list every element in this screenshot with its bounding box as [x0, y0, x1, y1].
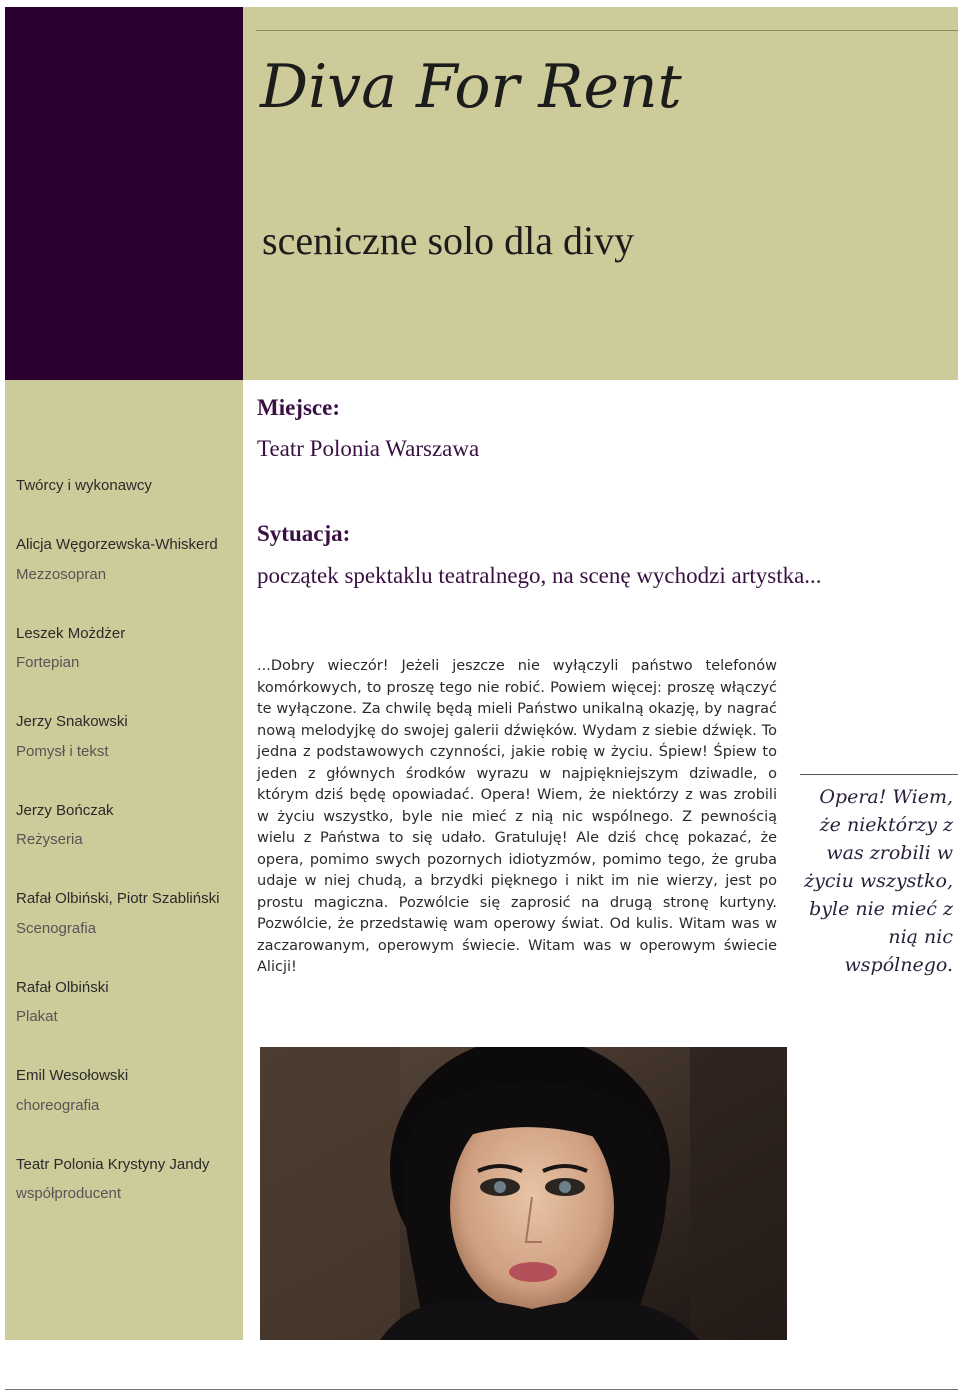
situation-label: Sytuacja: [257, 521, 351, 546]
credit-role: Scenografia [16, 920, 97, 937]
credit-role: Fortepian [16, 654, 80, 671]
credit-name: Teatr Polonia Krystyny Jandy [16, 1156, 210, 1173]
credit-name: Rafał Olbiński, Piotr Szabliński [16, 890, 220, 907]
place-value: Teatr Polonia Warszawa [257, 436, 480, 461]
credit-name: Jerzy Snakowski [16, 713, 128, 730]
footer-divider [5, 1389, 958, 1390]
header-divider [256, 30, 958, 31]
credit-role: Plakat [16, 1008, 58, 1025]
decorative-dark-block [5, 7, 243, 380]
credit-name: Rafał Olbiński [16, 979, 109, 996]
place-label: Miejsce: [257, 395, 340, 420]
page-subtitle: sceniczne solo dla divy [262, 218, 635, 263]
credit-name: Alicja Węgorzewska-Whiskerd [16, 536, 218, 553]
monologue-text: ...Dobry wieczór! Jeżeli jeszcze nie wyłączyli państwo telefonów komórkowych, to proszę tego nie robić. Powiem więcej: proszę włączyć te wyłączone. Za chwilę będą mieli Państwo unikalną okazję, by nagrać nową melodyjkę do swojej galerii dźwięków. Wydam z siebie dźwięk. To jedna z podstawowych czynności, jakie robię w życiu. Śpiew! Śpiew to jeden z głównych środków wyrazu w najpiękniejszym dziwadle, o którym dziś będę opowiadać. Opera! Wiem, że niektórzy z was zrobili w życiu wszystko, byle nie mieć z nią nic wspólnego. Z pewnością wielu z Państwa to się udało. Gratuluję! Ale dziś chcę pokazać, że opera, pomimo swych pozornych idiotyzmów, pomimo tego, że gruba udaje w niej chudą, a brzydki pięknego i nikt im nie wierzy, jest po prostu magiczna. Pozwólcie się zaprosić na drugą stronę kurtyny. Pozwólcie, że przedstawię wam operowy świat. Od kulis. Witam was w zaczarowanym, operowym świecie. Witam was w operowym świecie Alicji! [257, 658, 777, 975]
pull-quote: Opera! Wiem, że niektórzy z was zrobili w życiu wszystko, byle nie mieć z nią nic wspólnego. [804, 786, 953, 976]
credit-name: Emil Wesołowski [16, 1067, 129, 1084]
situation-value: początek spektaklu teatralnego, na scenę wychodzi artystka... [257, 563, 822, 588]
credit-role: współproducent [16, 1185, 122, 1202]
quote-divider [800, 774, 958, 775]
page-title: Diva For Rent [260, 52, 682, 122]
credit-role: Pomysł i tekst [16, 743, 109, 760]
credits-heading: Twórcy i wykonawcy [16, 477, 152, 494]
credit-role: Reżyseria [16, 831, 83, 848]
credit-role: Mezzosopran [16, 566, 107, 583]
performer-photo [260, 1047, 787, 1340]
credit-name: Leszek Możdżer [16, 625, 126, 642]
credit-role: choreografia [16, 1097, 100, 1114]
credit-name: Jerzy Bończak [16, 802, 114, 819]
